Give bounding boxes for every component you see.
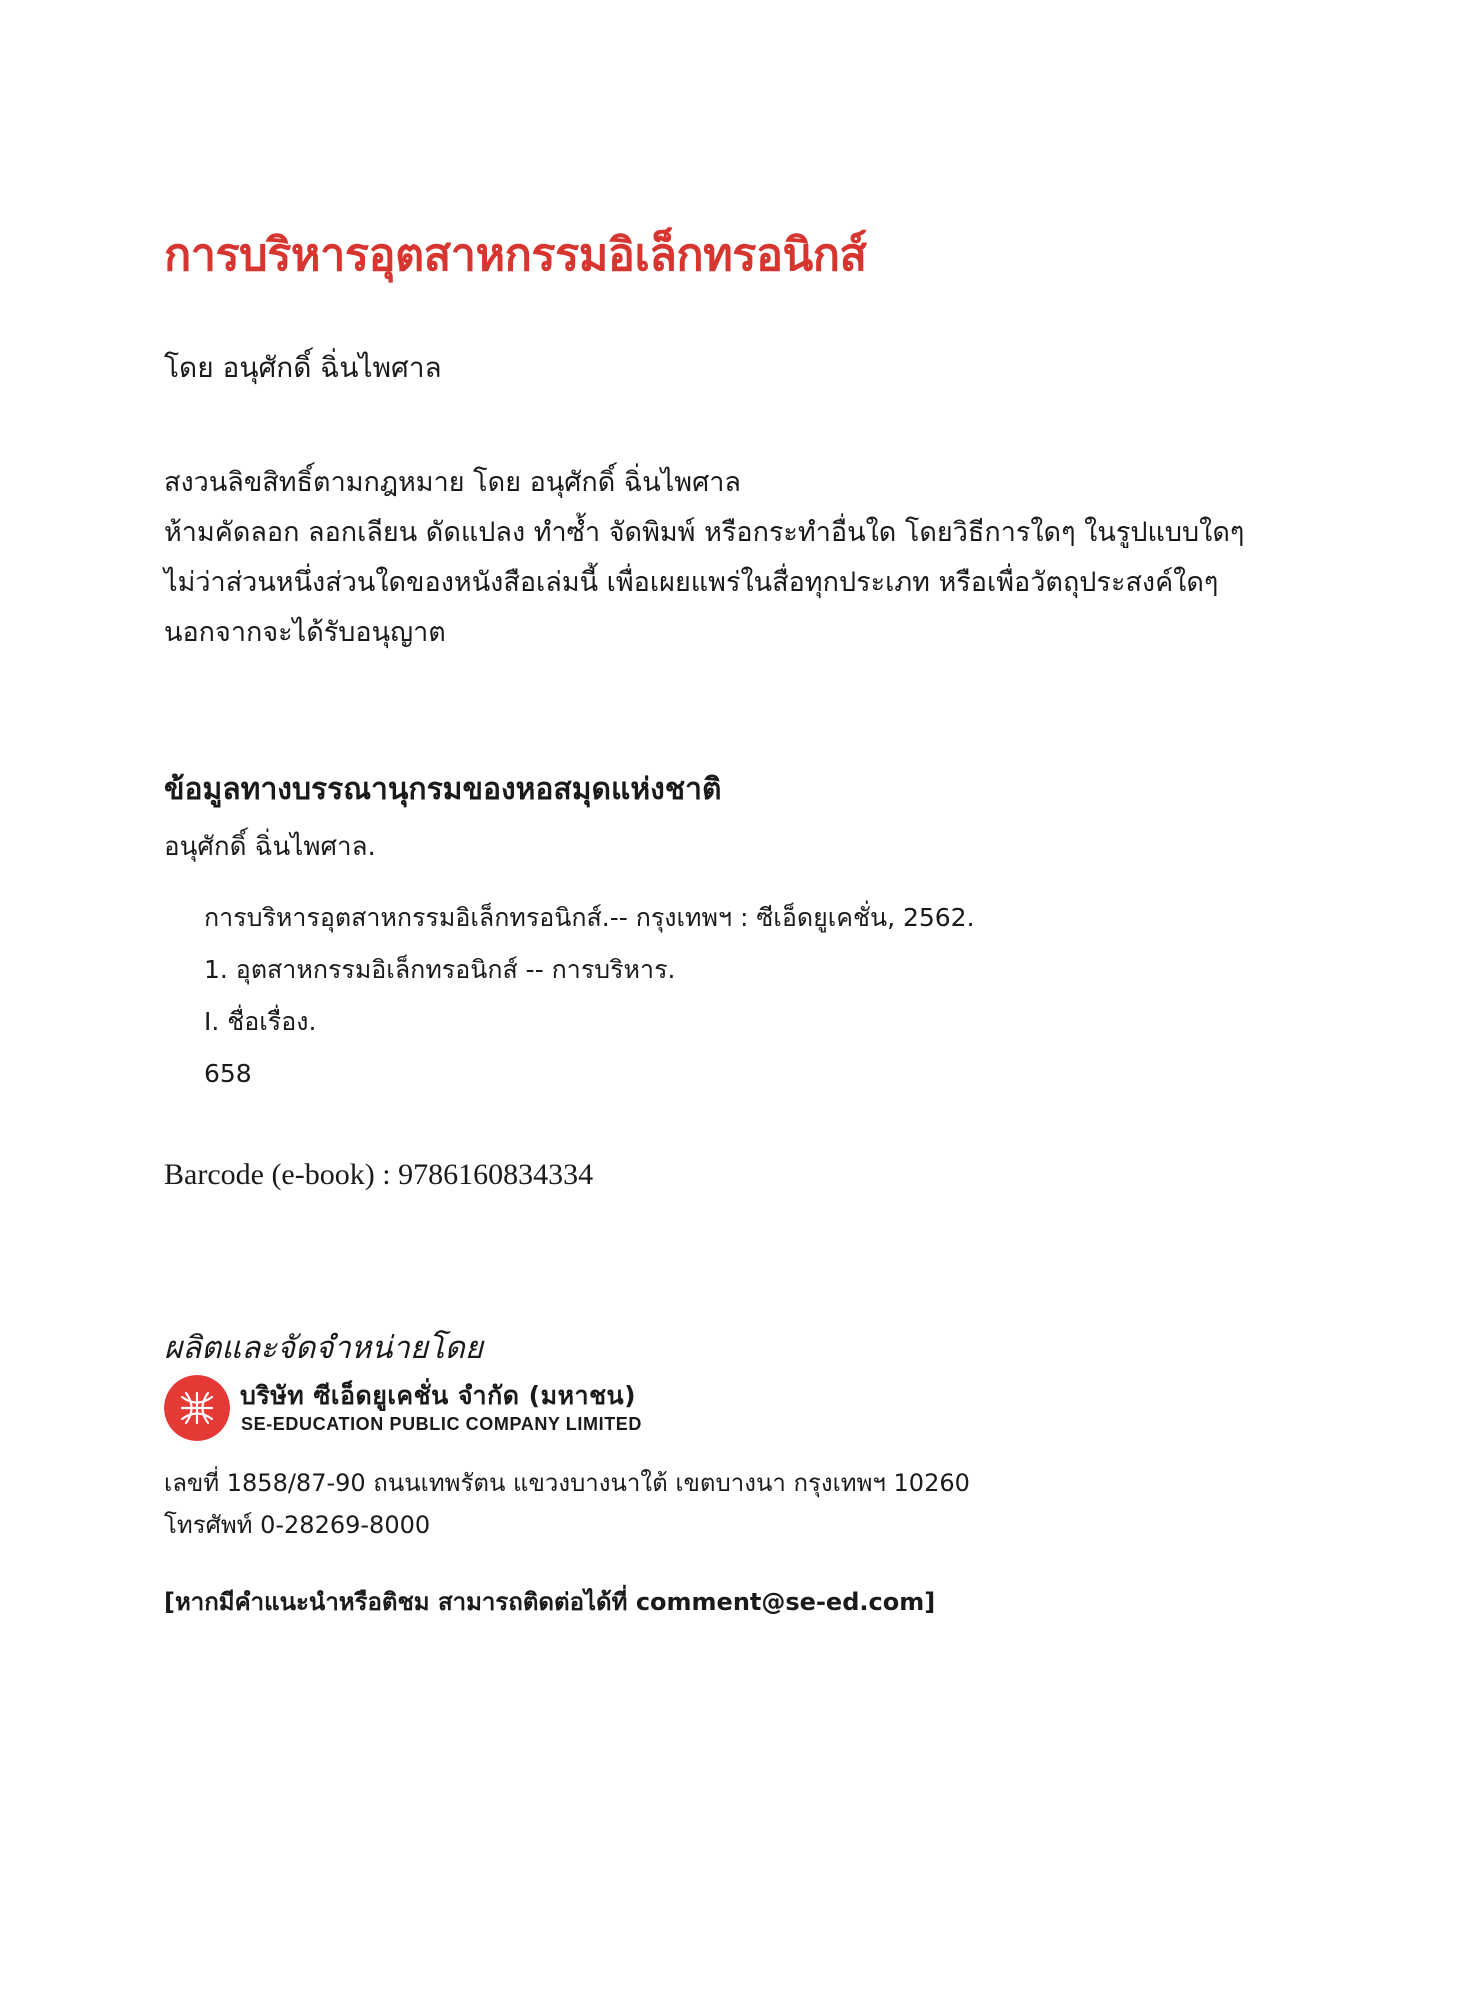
company-name-english: SE-EDUCATION PUBLIC COMPANY LIMITED [241, 1414, 643, 1434]
copyright-line: นอกจากจะได้รับอนุญาต [164, 617, 446, 648]
contact-info [164, 1462, 970, 1546]
copyright-line: ไม่ว่าส่วนหนึ่งส่วนใดของหนังสือเล่มนี้ เพื่อเผยแพร่ในสื่อทุกประเภท หรือเพื่อวัตถุประสงค์ใดๆ [164, 567, 1219, 598]
cip-entry: 1. อุตสาหกรรมอิเล็กทรอนิกส์ -- การบริหาร. [204, 955, 676, 984]
copyright-line: ห้ามคัดลอก ลอกเลียน ดัดแปลง ทำซ้ำ จัดพิมพ์ หรือกระทำอื่นใด โดยวิธีการใดๆ ในรูปแบบใดๆ [164, 517, 1245, 548]
produced-by-label: ผลิตและจัดจำหน่ายโดย [164, 1330, 483, 1366]
copyright-line: สงวนลิขสิทธิ์ตามกฎหมาย โดย อนุศักดิ์ ฉิ่นไพศาล [164, 467, 741, 498]
author-line: โดย อนุศักดิ์ ฉิ่นไพศาล [164, 351, 442, 384]
cip-entries [204, 892, 975, 1100]
cip-author: อนุศักดิ์ ฉิ่นไพศาล. [164, 832, 376, 862]
cip-entry: การบริหารอุตสาหกรรมอิเล็กทรอนิกส์.-- กรุงเทพฯ : ซีเอ็ดยูเคชั่น, 2562. [204, 903, 975, 932]
cip-entry: I. ชื่อเรื่อง. [204, 1007, 317, 1036]
book-title: การบริหารอุตสาหกรรมอิเล็กทรอนิกส์ [164, 228, 867, 281]
copyright-notice [164, 458, 1244, 658]
se-ed-logo-icon [164, 1375, 230, 1441]
cip-entry: 658 [204, 1059, 252, 1088]
cip-heading: ข้อมูลทางบรรณานุกรมของหอสมุดแห่งชาติ [164, 772, 722, 807]
address-line: เลขที่ 1858/87-90 ถนนเทพรัตน แขวงบางนาใต้ เขตบางนา กรุงเทพฯ 10260 [164, 1469, 970, 1497]
barcode-text: Barcode (e-book) : 9786160834334 [164, 1158, 594, 1191]
phone-line: โทรศัพท์ 0-28269-8000 [164, 1511, 431, 1539]
company-name-thai: บริษัท ซีเอ็ดยูเคชั่น จำกัด (มหาชน) [240, 1381, 637, 1410]
feedback-note: [หากมีคำแนะนำหรือติชม สามารถติดต่อได้ที่ comment@se-ed.com] [164, 1588, 936, 1616]
